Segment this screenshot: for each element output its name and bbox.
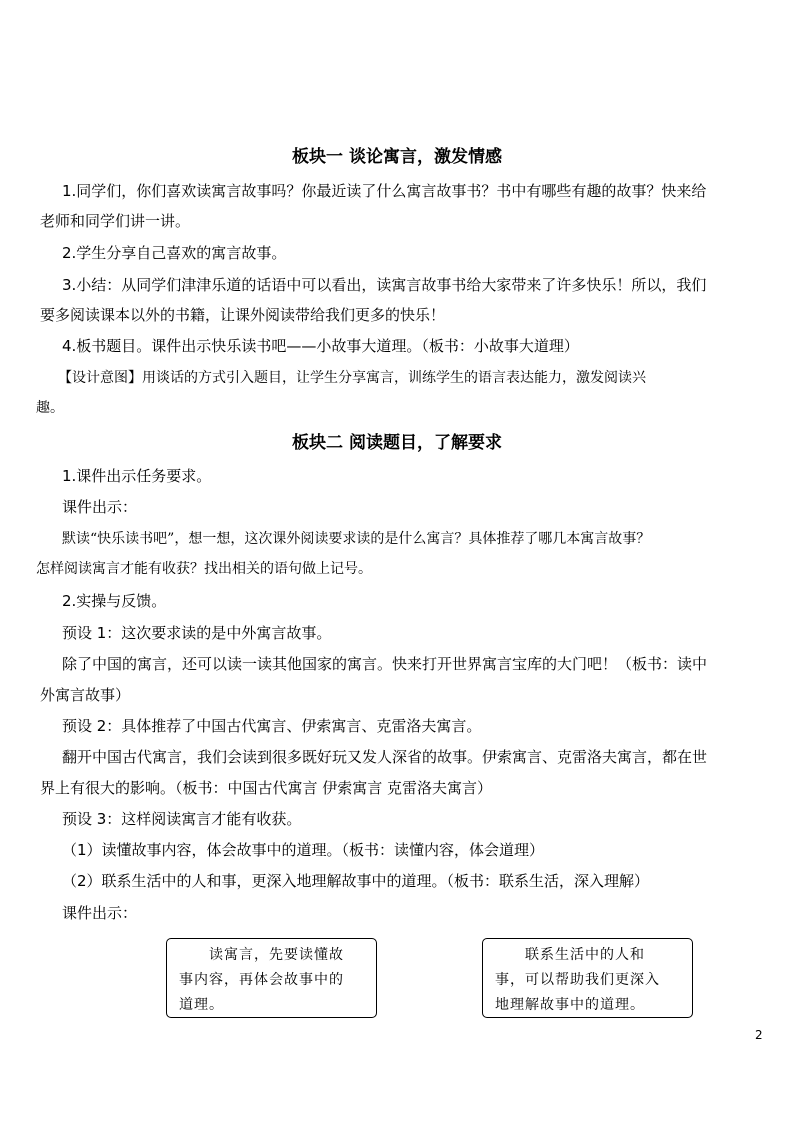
preset-1-body-line-2: 外寓言故事） (40, 686, 131, 704)
s2-paragraph-1: 1.课件出示任务要求。 (62, 467, 212, 485)
design-intent-line-1: 【设计意图】用谈话的方式引入题目，让学生分享寓言，训练学生的语言表达能力，激发阅读兴 (58, 370, 646, 386)
slide-box-right (482, 938, 693, 1018)
paragraph-1-line-1: 1.同学们，你们喜欢读寓言故事吗？你最近读了什么寓言故事书？书中有哪些有趣的故事？快来给 (62, 182, 707, 200)
paragraph-2: 2.学生分享自己喜欢的寓言故事。 (62, 244, 287, 262)
preset-3-item-1: （1）读懂故事内容，体会故事中的道理。（板书：读懂内容，体会道理） (62, 841, 545, 859)
task-line-1: 默读“快乐读书吧”，想一想，这次课外阅读要求读的是什么寓言？具体推荐了哪几本寓言故事？ (62, 531, 651, 547)
box-right-line-1: 联系生活中的人和 (495, 947, 645, 963)
page-number: 2 (755, 1028, 763, 1042)
preset-3: 预设 3：这样阅读寓言才能有收获。 (62, 810, 302, 828)
section1-heading: 板块一 谈论寓言，激发情感 (292, 147, 502, 167)
task-line-2: 怎样阅读寓言才能有收获？找出相关的语句做上记号。 (36, 561, 372, 577)
box-left-line-3: 道理。 (179, 997, 224, 1013)
box-right-line-3: 地理解故事中的道理。 (495, 997, 645, 1013)
box-left-line-2: 事内容，再体会故事中的 (179, 972, 344, 988)
paragraph-1-line-2: 老师和同学们讲一讲。 (40, 212, 191, 230)
preset-3-item-2: （2）联系生活中的人和事，更深入地理解故事中的道理。（板书：联系生活，深入理解） (62, 872, 650, 890)
slide-box-left (166, 938, 377, 1018)
s2-paragraph-2: 课件出示： (62, 498, 138, 516)
preset-2-body-line-1: 翻开中国古代寓言，我们会读到很多既好玩又发人深省的故事。伊索寓言、克雷洛夫寓言，都在世 (62, 748, 708, 766)
section2-heading: 板块二 阅读题目，了解要求 (292, 433, 502, 453)
paragraph-3-line-1: 3.小结：从同学们津津乐道的话语中可以看出，读寓言故事书给大家带来了许多快乐！所以，我们 (62, 276, 707, 294)
preset-1: 预设 1：这次要求读的是中外寓言故事。 (62, 624, 332, 642)
paragraph-3-line-2: 要多阅读课本以外的书籍，让课外阅读带给我们更多的快乐！ (40, 306, 446, 324)
paragraph-4: 4.板书题目。课件出示快乐读书吧——小故事大道理。（板书：小故事大道理） (62, 337, 579, 355)
design-intent-line-2: 趣。 (36, 400, 64, 416)
box-left-line-1: 读寓言，先要读懂故 (179, 947, 344, 963)
box-right-line-2: 事，可以帮助我们更深入 (495, 972, 660, 988)
preset-2-body-line-2: 界上有很大的影响。（板书：中国古代寓言 伊索寓言 克雷洛夫寓言） (40, 779, 493, 797)
preset-1-body-line-1: 除了中国的寓言，还可以读一读其他国家的寓言。快来打开世界寓言宝库的大门吧！（板书：读中 (62, 655, 708, 673)
s2-paragraph-3: 2.实操与反馈。 (62, 592, 167, 610)
s2-paragraph-4: 课件出示： (62, 904, 138, 922)
preset-2: 预设 2：具体推荐了中国古代寓言、伊索寓言、克雷洛夫寓言。 (62, 717, 482, 735)
